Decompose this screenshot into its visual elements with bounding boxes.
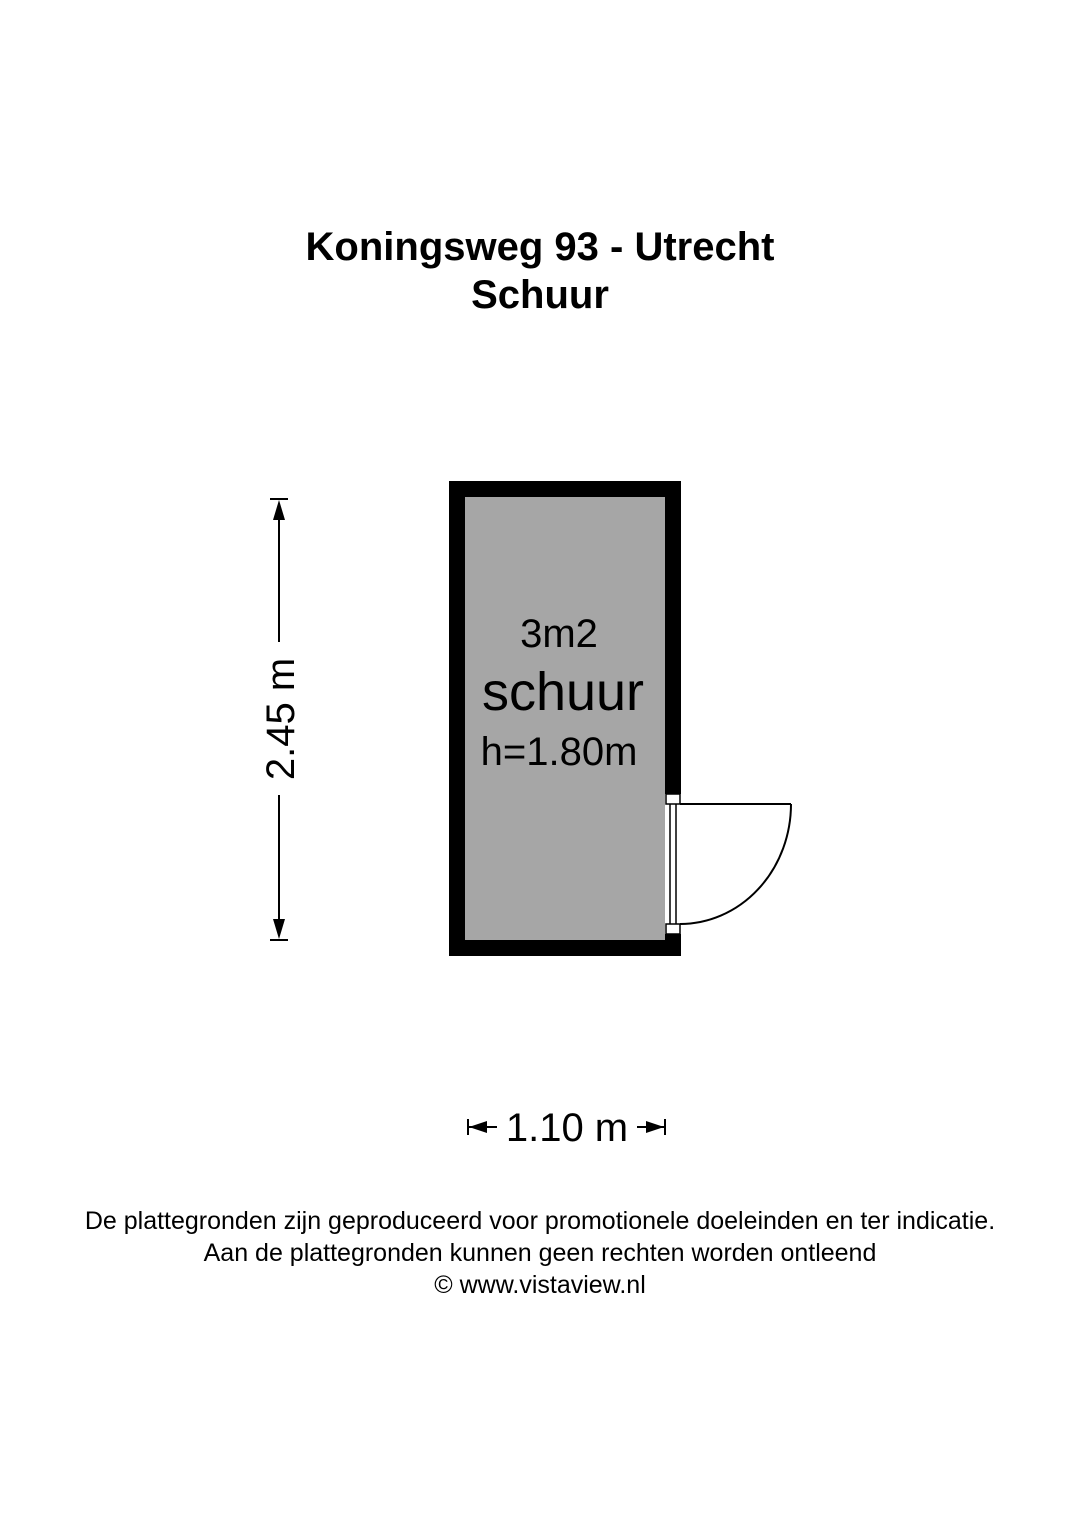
door-jamb-bottom	[666, 924, 680, 934]
vertical-dimension-arrow-down	[273, 919, 285, 939]
room-name-label: schuur	[481, 662, 645, 722]
vertical-dimension-arrow-up	[273, 500, 285, 520]
door-opening	[665, 794, 681, 934]
copyright-line: © www.vistaview.nl	[434, 1271, 646, 1299]
plan-floor-title: Schuur	[471, 273, 609, 317]
horizontal-dimension-label: 1.10 m	[505, 1106, 629, 1150]
room-area-label: 3m2	[520, 612, 598, 656]
door-jamb-top	[666, 794, 680, 804]
room-height-label: h=1.80m	[480, 730, 638, 774]
vertical-dimension-label: 2.45 m	[259, 657, 303, 781]
horizontal-dimension-arrow-left	[469, 1121, 487, 1133]
horizontal-dimension-arrow-right	[646, 1121, 664, 1133]
disclaimer-line-2: Aan de plattegronden kunnen geen rechten worden ontleend	[203, 1239, 877, 1267]
door-swing-arc	[680, 804, 791, 924]
plan-address-title: Koningsweg 93 - Utrecht	[305, 225, 775, 269]
disclaimer-line-1: De plattegronden zijn geproduceerd voor promotionele doeleinden en ter indicatie.	[84, 1207, 996, 1235]
